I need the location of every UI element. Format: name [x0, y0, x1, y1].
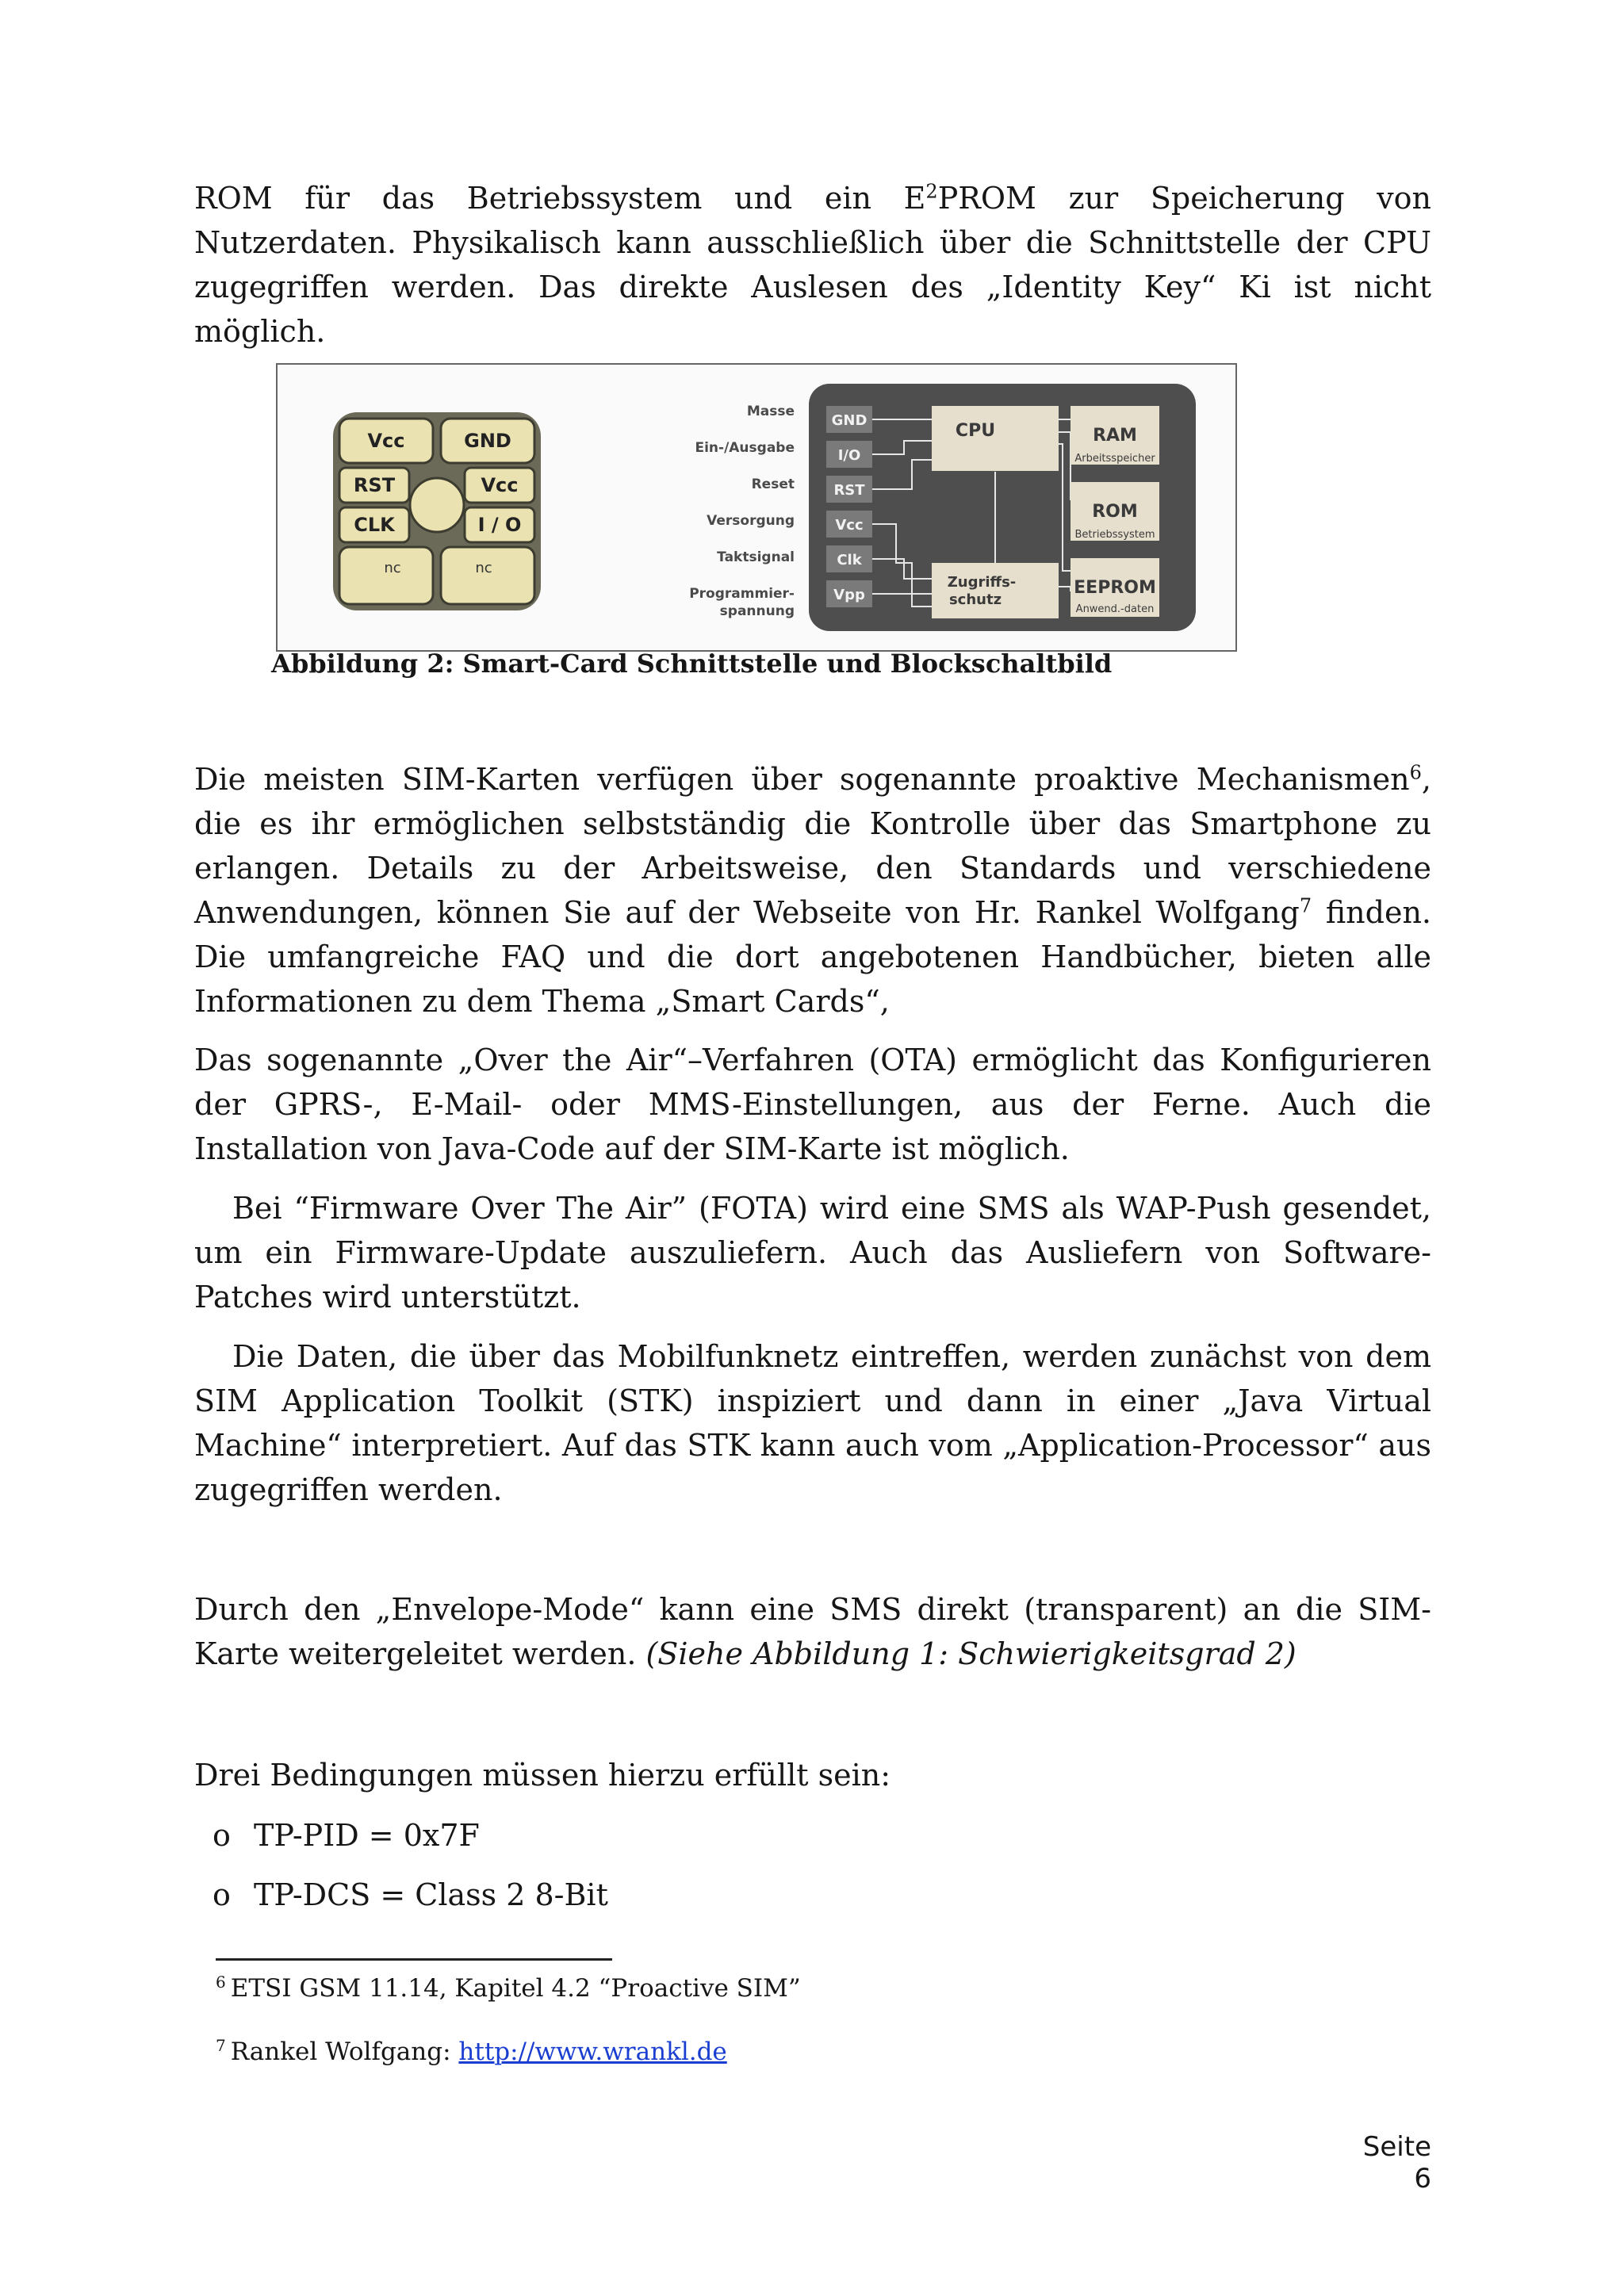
text-span: , die es ihr ermöglichen selbstständig die Kontrolle über das Smartphone zu erlangen. Details zu der Arbeitsweise, den Standards und verschiedene Anwendungen, können Sie auf der Webseite von Hr. Rankel Wolfgang [194, 762, 1431, 930]
paragraph-rom-eeprom [194, 176, 1431, 354]
superscript: 2 [925, 180, 938, 203]
footnote-ref: 6 [1409, 761, 1422, 784]
text-span: ROM für das Betriebssystem und ein E [194, 181, 926, 216]
block-zugriffsschutz-2: schutz [948, 591, 1002, 608]
figure-caption: Abbildung 2: Smart-Card Schnittstelle und Blockschaltbild [271, 649, 1113, 679]
footnote-ref: 7 [1299, 894, 1312, 917]
label-spannung: spannung [719, 603, 795, 619]
figure-reference: (Siehe Abbildung 1: Schwierigkeitsgrad 2) [645, 1636, 1297, 1671]
paragraph-envelope-mode [194, 1587, 1431, 1676]
block-ram: RAM [1093, 426, 1137, 446]
pin-gnd: GND [831, 412, 868, 429]
contact-gnd: GND [464, 430, 511, 452]
label-programmier: Programmier- [689, 586, 795, 602]
pin-clk: Clk [837, 552, 862, 568]
text-span: Durch den „Envelope-Mode“ kann eine SMS direkt (transparent) an die SIM-Karte weitergeleitet werden. [194, 1592, 1431, 1671]
pin-io: I/O [837, 447, 861, 464]
paragraph-proaktive-mechanismen [194, 757, 1431, 1024]
list-item-text: TP-DCS = Class 2 8-Bit [254, 1877, 608, 1912]
pin-vcc: Vcc [835, 517, 864, 534]
list-item-text: TP-PID = 0x7F [254, 1818, 480, 1853]
contact-vcc-left: Vcc [367, 430, 405, 452]
paragraph-stk: Die Daten, die über das Mobilfunknetz eintreffen, werden zunächst von dem SIM Application Toolkit (STK) inspiziert und dann in einer „Java Virtual Machine“ interpretiert. Auf das STK kann auch vom „Application-Processor“ aus zugegriffen werden. [194, 1339, 1431, 1507]
contact-clk: CLK [354, 514, 395, 536]
label-reset: Reset [751, 476, 795, 492]
chip-contact-diagram [333, 412, 541, 610]
wrankl-link[interactable]: http://www.wrankl.de [458, 2038, 727, 2066]
footnote-number: 7 [216, 2035, 226, 2055]
footnote-number: 6 [216, 1972, 226, 1992]
page-number: Seite 6 [1362, 2131, 1431, 2195]
contact-nc-right: nc [475, 560, 492, 576]
pin-vpp: Vpp [833, 587, 865, 603]
block-rom-sub: Betriebssystem [1074, 529, 1155, 541]
contact-vcc-right: Vcc [481, 474, 519, 496]
list-item [213, 1873, 608, 1917]
list-item [213, 1813, 480, 1858]
contact-nc-left: nc [384, 560, 401, 576]
label-versorgung: Versorgung [707, 513, 795, 529]
label-masse: Masse [746, 404, 795, 419]
signal-labels [689, 404, 795, 619]
paragraph-ota: Das sogenannte „Over the Air“–Verfahren (OTA) ermöglicht das Konfigurieren der GPRS-, E-Mail- oder MMS-Einstellungen, aus der Ferne. Auch die Installation von Java-Code auf der SIM-Karte ist möglich. [194, 1043, 1431, 1166]
footnote-separator [216, 1958, 612, 1961]
label-ein-ausgabe: Ein-/Ausgabe [695, 440, 795, 456]
block-ram-sub: Arbeitsspeicher [1074, 453, 1155, 465]
footnote-6 [216, 1974, 801, 2003]
contact-io: I / O [477, 514, 522, 536]
text-span: PROM zur Speicherung von Nutzerdaten. Physikalisch kann ausschließlich über die Schnittstelle der CPU zugegriffen werden. Das direkte Auslesen des „Identity Key“ Ki ist nicht möglich. [194, 181, 1432, 349]
pin-rst: RST [833, 482, 865, 499]
block-zugriffsschutz-1: Zugriffs- [947, 574, 1017, 591]
block-diagram [809, 384, 1196, 631]
block-eeprom: EEPROM [1074, 578, 1156, 598]
paragraph-fota: Bei “Firmware Over The Air” (FOTA) wird eine SMS als WAP-Push gesendet, um ein Firmware-Update auszuliefern. Auch das Ausliefern von Software-Patches wird unterstützt. [194, 1191, 1431, 1314]
paragraph-bedingungen: Drei Bedingungen müssen hierzu erfüllt sein: [194, 1758, 891, 1793]
smart-card-figure [276, 363, 1237, 652]
block-rom: ROM [1092, 502, 1138, 522]
bullet-mark: o [213, 1818, 231, 1853]
block-eeprom-sub: Anwend.-daten [1075, 603, 1155, 615]
text-span: finden. Die umfangreiche FAQ und die dort angebotenen Handbücher, bieten alle Informationen zu dem Thema „Smart Cards“, [194, 895, 1432, 1019]
footnote-7 [216, 2035, 727, 2066]
contact-rst: RST [353, 474, 396, 496]
bullet-mark: o [213, 1877, 231, 1912]
block-cpu: CPU [955, 421, 996, 441]
label-taktsignal: Taktsignal [717, 549, 795, 565]
text-span: Die meisten SIM-Karten verfügen über sogenannte proaktive Mechanismen [194, 762, 1410, 797]
footnote-text: Rankel Wolfgang: [230, 2038, 459, 2066]
footnote-text: ETSI GSM 11.14, Kapitel 4.2 “Proactive SIM” [230, 1974, 801, 2003]
